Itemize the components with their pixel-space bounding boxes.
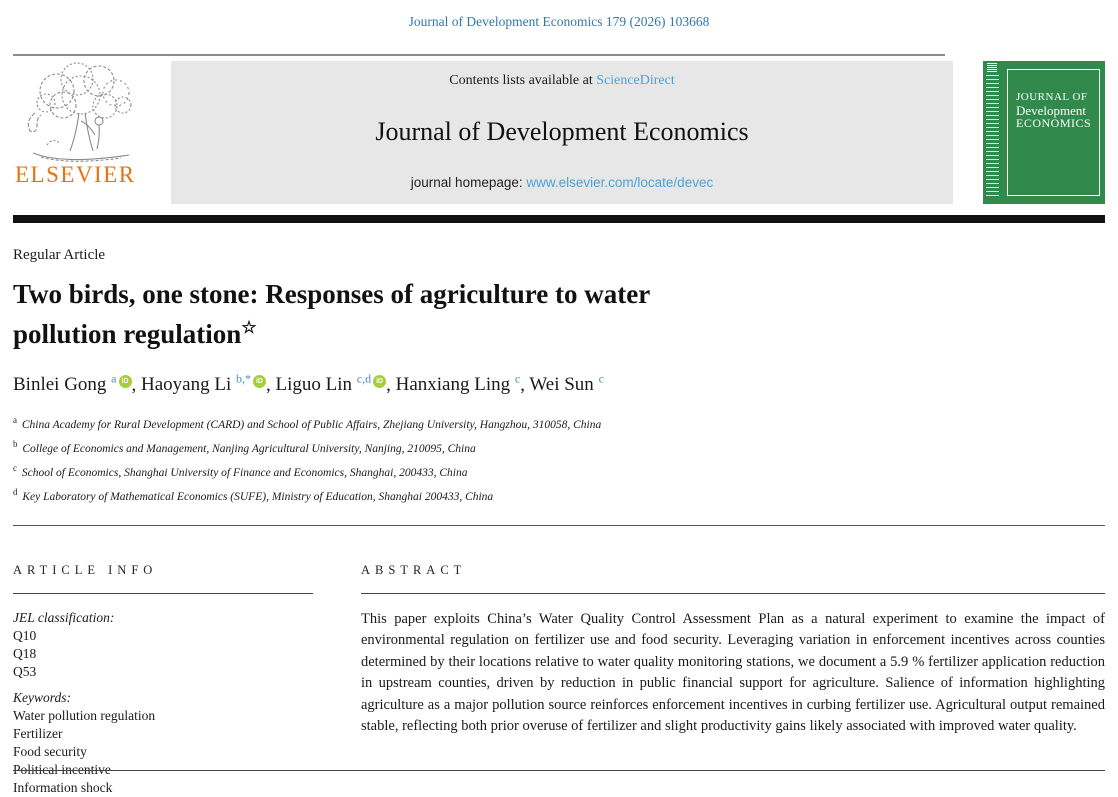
jel-code: Q53 <box>13 663 37 679</box>
bottom-rule <box>13 770 1105 771</box>
author-affiliation-sup: c <box>598 372 604 386</box>
author-affiliation-sup: b,* <box>235 372 251 386</box>
header-divider-bar <box>13 215 1105 223</box>
keyword: Information shock <box>13 779 113 795</box>
article-type-label: Regular Article <box>13 247 106 263</box>
affiliation: $^c$ School of Economics, Shanghai University of Finance and Economics, Shanghai, 200433, China <box>13 462 468 479</box>
cover-title-line3: ECONOMICS <box>1016 116 1092 131</box>
affiliation: $^b$ College of Economics and Management, Nanjing Agricultural University, Nanjing, 210095, China <box>13 439 476 455</box>
elsevier-wordmark: ELSEVIER <box>15 162 136 187</box>
orcid-icon[interactable]: iD <box>253 375 266 388</box>
homepage-prefix: journal homepage: <box>410 175 527 190</box>
keyword: Water pollution regulation <box>13 707 156 723</box>
header-top-rule <box>13 54 945 56</box>
abstract-column <box>361 563 1105 797</box>
keyword-list <box>13 707 313 797</box>
keyword: Food security <box>13 743 87 759</box>
keyword: Political incentive <box>13 761 111 777</box>
journal-title: Journal of Development Economics <box>375 117 749 146</box>
author: Liguo Lin $^{c,d}$ iD <box>275 374 386 395</box>
cover-emblem-icon <box>987 63 997 73</box>
cover-panel <box>1007 69 1100 196</box>
orcid-icon[interactable]: iD <box>119 375 132 388</box>
jel-label: JEL classification: <box>13 609 115 625</box>
cover-toc-strip <box>986 75 999 198</box>
author: Binlei Gong $^a$ iD <box>13 374 132 395</box>
author: Hanxiang Ling $^c$ <box>395 372 521 396</box>
info-abstract-columns <box>13 526 1105 797</box>
journal-citation: Journal of Development Economics 179 (2026) 103668 <box>408 14 710 29</box>
author-affiliation-sup: c <box>514 372 521 386</box>
contents-prefix: Contents lists available at <box>449 73 597 88</box>
cover-title-line2: Development <box>1016 102 1087 118</box>
journal-cover-thumbnail <box>983 61 1105 204</box>
author-affiliation-sup: a <box>111 372 117 386</box>
abstract-text: This paper exploits China’s Water Quality Control Assessment Plan as a natural experiment to examine the impact of environmental regulation on fertilizer use and food security. Leveraging variation in enforcement incentives across counties determined by their locations relative to water quality monitoring stations, we document a 5.9 % fertilizer application reduction in upstream counties, driven by reduction in public financial support for agriculture. Salience of information highlighting agriculture as a major pollution source reinforces enforcement incentives in curbing fertilizer use. Agricultural output remained stable, reflecting both prior overuse of fertilizer and slight productivity gains likely associated with improved water quality. <box>361 610 1105 735</box>
author: Wei Sun $^c$ <box>529 372 604 396</box>
title-footnote-star[interactable]: ☆ <box>241 318 257 337</box>
jel-code: Q18 <box>13 645 37 661</box>
abstract-heading: ABSTRACT <box>361 563 1105 594</box>
article-info-list <box>13 609 313 797</box>
article-info-heading: ARTICLE INFO <box>13 563 313 594</box>
homepage-line <box>411 175 713 190</box>
article-title <box>13 277 713 351</box>
author: Haoyang Li $^{b,*}$ iD <box>141 374 266 395</box>
cover-title-line1: JOURNAL OF <box>1016 91 1088 103</box>
orcid-icon[interactable]: iD <box>373 375 386 388</box>
affiliation: $^d$ Key Laboratory of Mathematical Economics (SUFE), Ministry of Education, Shanghai 200433, China <box>13 486 494 503</box>
elsevier-logo <box>13 61 171 204</box>
article-title-text: Two birds, one stone: Responses of agriculture to water pollution regulation <box>13 279 650 349</box>
sciencedirect-link[interactable]: ScienceDirect <box>596 73 675 88</box>
header-band <box>171 61 953 204</box>
affiliation-list <box>13 411 1105 506</box>
journal-header <box>13 54 1105 204</box>
jel-code: Q10 <box>13 627 37 643</box>
author-list: Binlei Gong $^a$ iD , Haoyang Li $^{b,*}$ iD , Liguo Lin $^{c,d}$ iD , Hanxiang Ling $^c$, Wei Sun $^c$ <box>13 372 604 396</box>
affiliation: $^a$ China Academy for Rural Development (CARD) and School of Public Affairs, Zhejiang University, Hangzhou, 310058, China <box>13 415 602 432</box>
keyword: Fertilizer <box>13 725 63 741</box>
jel-codes <box>13 627 313 681</box>
homepage-link[interactable]: www.elsevier.com/locate/devec <box>526 175 714 190</box>
contents-line <box>449 73 675 89</box>
article-info-column <box>13 563 313 797</box>
author-affiliation-sup: c,d <box>356 372 372 386</box>
elsevier-tree-icon <box>19 61 147 165</box>
keywords-label: Keywords: <box>13 689 71 705</box>
